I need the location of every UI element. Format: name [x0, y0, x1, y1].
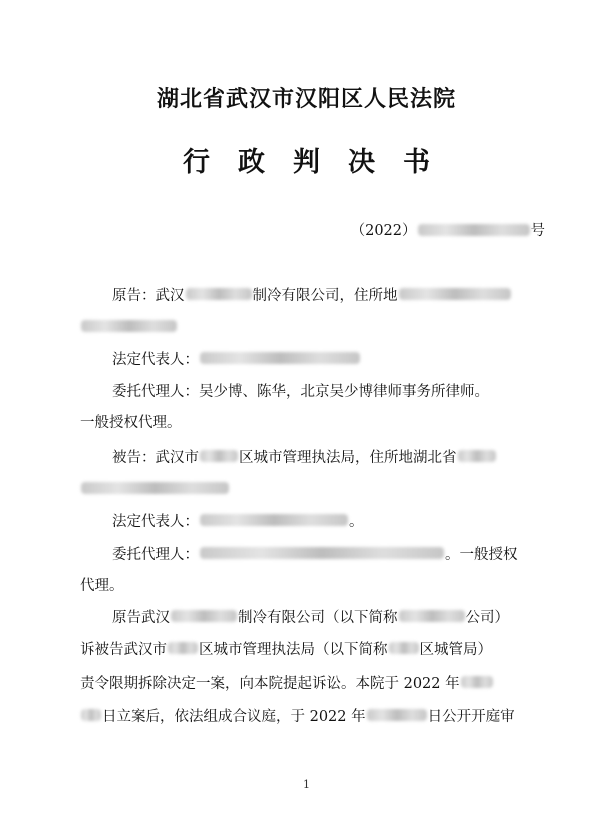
redacted-text	[200, 547, 444, 559]
redacted-text	[200, 450, 238, 462]
defendant-line: 被告：武汉市 区城市管理执法局，住所地湖北省	[112, 446, 497, 466]
redacted-text	[81, 320, 177, 332]
facts-line-3: 责令限期拆除决定一案，向本院提起诉讼。本院于 2022 年	[80, 672, 494, 692]
defendant-rep-line: 法定代表人： 。	[112, 513, 364, 530]
facts-line-1: 原告武汉 制冷有限公司（以下简称 公司）	[112, 609, 509, 626]
defendant-agent-line: 委托代理人： 。一般授权	[112, 546, 518, 563]
redacted-text	[399, 288, 511, 300]
document-type: 行政判决书	[183, 147, 458, 178]
redacted-text	[81, 482, 229, 494]
plaintiff-agent-line-2: 一般授权代理。	[80, 414, 182, 431]
plaintiff-rep-line: 法定代表人：	[112, 348, 361, 368]
redacted-text	[200, 352, 360, 364]
case-number	[351, 219, 545, 240]
redacted-text	[168, 642, 198, 654]
redacted-text	[399, 610, 465, 622]
facts-line-4: 日立案后，依法组成合议庭，于 2022 年 日公开开庭审	[80, 705, 515, 725]
case-suffix: 号	[530, 223, 545, 239]
redacted-text	[200, 514, 348, 526]
plaintiff-address-line	[80, 316, 178, 336]
redacted-text	[418, 224, 530, 236]
defendant-address-line	[80, 478, 230, 498]
redacted-text	[81, 709, 101, 721]
page-number: 1	[303, 778, 310, 791]
redacted-text	[461, 676, 493, 688]
case-year: （2022）	[350, 223, 417, 239]
redacted-text	[186, 288, 252, 300]
plaintiff-line: 原告：武汉 制冷有限公司，住所地	[112, 284, 512, 304]
court-name: 湖北省武汉市汉阳区人民法院	[156, 86, 456, 112]
redacted-text	[458, 450, 496, 462]
redacted-text	[171, 610, 237, 622]
facts-line-2: 诉被告武汉市 区城市管理执法局（以下简称 区城管局）	[80, 641, 492, 658]
plaintiff-agent-line: 委托代理人：吴少博、陈华，北京吴少博律师事务所律师。	[112, 383, 489, 400]
redacted-text	[389, 642, 419, 654]
redacted-text	[367, 709, 427, 721]
defendant-agent-line-2: 代理。	[80, 577, 124, 594]
